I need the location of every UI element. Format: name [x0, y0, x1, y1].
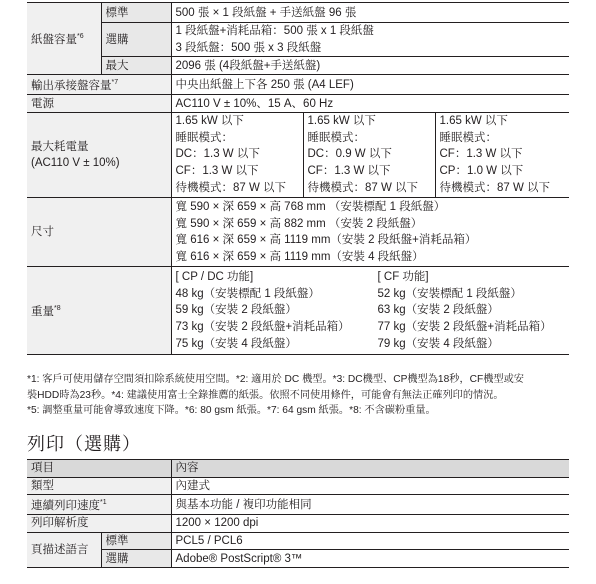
print-pdl-label: 頁描述語言 [27, 532, 101, 567]
weight-label: 重量 [31, 306, 54, 319]
size-label: 尺寸 [27, 198, 171, 267]
consumption-line: 1.65 kW 以下 [439, 115, 508, 128]
weight-col-cf [374, 267, 570, 354]
size-line: 寬 590 × 深 659 × 高 882 mm （安裝 2 段紙盤） [175, 217, 423, 230]
size-line: 寬 590 × 深 659 × 高 768 mm （安裝標配 1 段紙盤） [175, 201, 446, 213]
consumption-line: 睡眠模式： [307, 131, 365, 144]
print-row-speed [27, 495, 569, 515]
output-value: 中央出紙盤上下各 250 張 (A4 LEF) [171, 75, 569, 95]
consumption-line: 睡眠模式： [439, 131, 497, 144]
print-pdl-value-option: Adobe® PostScript® 3™ [171, 550, 569, 568]
capacity-label-cell [27, 3, 101, 75]
size-value [171, 198, 569, 267]
output-row [27, 75, 569, 95]
print-row-type [27, 477, 569, 495]
weight-note: *8 [54, 305, 61, 313]
weight-line: 63 kg（安裝 2 段紙盤） [377, 304, 499, 317]
output-label: 輸出承接盤容量 [31, 80, 112, 93]
print-header-item: 項目 [27, 460, 171, 478]
print-header-content: 內容 [171, 460, 569, 478]
consumption-line: DC：1.3 W 以下 [175, 148, 260, 161]
print-header-row [27, 460, 569, 478]
weight-line: 75 kg（安裝 4 段紙盤） [175, 337, 297, 350]
print-section-title: 列印（選購） [27, 434, 141, 454]
consumption-line: 待機模式：87 W 以下 [307, 181, 419, 194]
consumption-line: CF：1.3 W 以下 [307, 164, 391, 177]
capacity-option-line: 1 段紙盤+消耗品箱：500 張 x 1 段紙盤 [175, 25, 374, 37]
capacity-row-max [27, 57, 569, 75]
consumption-line: CF：1.3 W 以下 [439, 148, 523, 161]
consumption-line: CP：1.0 W 以下 [439, 164, 524, 177]
consumption-line: 1.65 kW 以下 [307, 115, 376, 128]
spec-table [27, 2, 569, 355]
capacity-row-option [27, 23, 569, 57]
print-pdl-value-standard: PCL5 / PCL6 [171, 532, 569, 550]
capacity-row-standard [27, 3, 569, 23]
weight-line: [ CP / DC 功能] [175, 271, 254, 284]
consumption-line: DC：0.9 W 以下 [307, 148, 392, 161]
print-speed-label: 連續列印速度 [31, 500, 100, 513]
power-value: AC110 V ± 10%、15 A、60 Hz [171, 95, 569, 113]
print-speed-label-cell [27, 495, 171, 515]
consumption-row [27, 113, 569, 198]
print-row-pdl-option [27, 550, 569, 568]
weight-line: 79 kg（安裝 4 段紙盤） [377, 337, 499, 350]
weight-label-cell [27, 267, 171, 355]
capacity-value-option [171, 23, 569, 57]
capacity-note: *6 [77, 33, 84, 41]
weight-line: 48 kg（安裝標配 1 段紙盤） [175, 287, 320, 300]
weight-col-cp-dc [172, 267, 374, 354]
weight-line: 59 kg（安裝 2 段紙盤） [175, 304, 297, 317]
capacity-sub-option: 選購 [101, 23, 171, 57]
footnote-line: *1: 客戶可使用儲存空間須扣除系統使用空間。*2: 適用於 DC 機型。*3: DC機型、CP機型為18秒，CF機型或安 [27, 374, 524, 385]
consumption-col-1 [171, 113, 303, 198]
weight-value [171, 267, 569, 355]
weight-line: [ CF 功能] [377, 271, 429, 284]
print-table [27, 459, 569, 568]
output-note: *7 [111, 79, 119, 87]
consumption-label-line: (AC110 V ± 10%) [31, 157, 120, 170]
size-line: 寬 616 × 深 659 × 高 1119 mm（安裝 2 段紙盤+消耗品箱） [175, 234, 477, 247]
consumption-line: 睡眠模式： [175, 131, 233, 144]
print-type-value: 內建式 [171, 477, 569, 495]
print-type-label: 類型 [27, 477, 171, 495]
print-speed-value: 與基本功能 / 複印功能相同 [171, 495, 569, 515]
capacity-value-max: 2096 張 (4段紙盤+手送紙盤) [171, 57, 569, 75]
weight-row [27, 267, 569, 355]
consumption-col-3 [435, 113, 569, 198]
print-resolution-label: 列印解析度 [27, 515, 171, 533]
consumption-line: 待機模式：87 W 以下 [439, 181, 551, 194]
capacity-option-line: 3 段紙盤：500 張 x 3 段紙盤 [175, 41, 322, 54]
footnote-line: *5: 調整重量可能會導致速度下降。*6: 80 gsm 紙張。*7: 64 gsm 紙張。*8: 不含碳粉重量。 [27, 405, 436, 416]
print-pdl-sub-standard: 標準 [101, 532, 171, 550]
size-line: 寬 616 × 深 659 × 高 1119 mm（安裝 4 段紙盤） [175, 250, 424, 263]
capacity-label: 紙盤容量 [31, 34, 77, 46]
power-label: 電源 [27, 95, 171, 113]
size-row [27, 198, 569, 267]
footnotes [27, 372, 572, 419]
print-resolution-value: 1200 × 1200 dpi [171, 515, 569, 533]
consumption-col-2 [303, 113, 435, 198]
weight-line: 73 kg（安裝 2 段紙盤+消耗品箱） [175, 320, 350, 333]
print-speed-note: *1 [100, 499, 107, 507]
footnote-line: 裝HDD時為23秒。*4: 建議使用富士全錄推薦的紙張。依照不同使用條件，可能會有無法正確列印的情況。 [27, 389, 504, 401]
capacity-sub-max: 最大 [101, 57, 171, 75]
output-label-cell [27, 75, 171, 95]
consumption-line: CF：1.3 W 以下 [175, 164, 259, 177]
consumption-line: 待機模式：87 W 以下 [175, 181, 287, 194]
consumption-line: 1.65 kW 以下 [175, 115, 244, 128]
print-row-resolution [27, 515, 569, 533]
consumption-label [27, 113, 171, 198]
power-row [27, 95, 569, 113]
consumption-label-line: 最大耗電量 [31, 140, 89, 153]
weight-line: 52 kg（安裝標配 1 段紙盤） [377, 287, 522, 300]
weight-line: 77 kg（安裝 2 段紙盤+消耗品箱） [377, 320, 552, 333]
print-pdl-sub-option: 選購 [101, 550, 171, 568]
capacity-sub-standard: 標準 [101, 3, 171, 23]
capacity-value-standard: 500 張 × 1 段紙盤 + 手送紙盤 96 張 [171, 3, 569, 23]
print-row-pdl-standard [27, 532, 569, 550]
